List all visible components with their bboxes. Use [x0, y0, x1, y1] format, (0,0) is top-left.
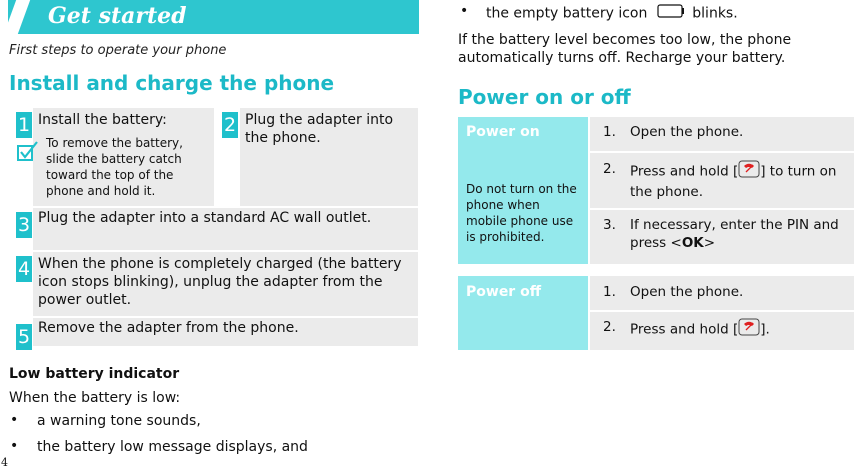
battery-bullet-text: the empty battery icon — [486, 5, 648, 22]
step-5-number: 5 — [17, 326, 31, 348]
power-off-title: Power off — [466, 284, 542, 300]
power-on-step-3-text — [630, 216, 854, 252]
low-battery-bullet-1: a warning tone sounds, — [37, 413, 201, 429]
power-on-title: Power on — [466, 124, 540, 140]
power-heading: Power on or off — [458, 85, 631, 109]
step-2-text: Plug the adapter into the phone. — [245, 112, 394, 146]
low-battery-bullet-3 — [486, 3, 738, 24]
step-2-number: 2 — [223, 114, 237, 136]
page-subtitle: First steps to operate your phone — [9, 43, 227, 58]
end-key-icon — [738, 318, 760, 341]
power-off-step-2-num: 2. — [603, 319, 616, 335]
ok-key-label: OK — [681, 235, 704, 251]
low-battery-after: If the battery level becomes too low, the phone automatically turns off. Recharge your battery. — [458, 32, 792, 66]
power-on-note: Do not turn on the phone when mobile phone use is prohibited. — [466, 182, 577, 244]
low-battery-intro: When the battery is low: — [9, 390, 181, 406]
low-battery-bullet-2: the battery low message displays, and — [37, 439, 308, 455]
power-on-step-2-before: Press and hold [ — [630, 163, 739, 180]
step-4-text: When the phone is completely charged (the battery icon stops blinking), unplug the adapter from the power outlet. — [38, 256, 402, 308]
power-off-step-1-text: Open the phone. — [630, 284, 744, 300]
step-1-number: 1 — [17, 114, 31, 136]
end-key-icon — [738, 160, 760, 183]
install-heading: Install and charge the phone — [9, 71, 335, 95]
power-off-step-2-before: Press and hold [ — [630, 321, 739, 338]
power-off-step-1-num: 1. — [603, 284, 616, 300]
step-4-number: 4 — [17, 258, 31, 280]
bullet-dot: • — [460, 3, 469, 19]
battery-bullet-tail: blinks. — [692, 5, 738, 22]
bullet-dot: • — [10, 412, 19, 428]
power-on-step-3-end: > — [703, 235, 716, 251]
page-number: 4 — [1, 456, 8, 469]
step-3-text: Plug the adapter into a standard AC wall outlet. — [38, 210, 372, 226]
battery-empty-icon — [652, 3, 688, 24]
power-off-step-2-text — [630, 318, 770, 341]
step-5-text: Remove the adapter from the phone. — [38, 320, 299, 336]
step-3-number: 3 — [17, 214, 31, 236]
power-on-step-2-after: ] to turn on the phone. — [630, 163, 837, 200]
power-on-step-3-main: If necessary, enter the PIN and press < — [630, 217, 839, 251]
step-1-text: Install the battery: — [38, 112, 167, 128]
power-on-step-2-num: 2. — [603, 161, 616, 177]
power-on-step-3-num: 3. — [603, 217, 616, 233]
power-off-step-2-after: ]. — [760, 321, 770, 338]
low-battery-heading: Low battery indicator — [9, 366, 180, 382]
step-1-note: To remove the battery, slide the battery catch toward the top of the phone and hold it. — [46, 136, 183, 198]
checkmark-note-icon — [17, 140, 39, 162]
page-title: Get started — [48, 3, 187, 29]
power-on-step-1-text: Open the phone. — [630, 124, 744, 140]
power-on-step-1-num: 1. — [603, 124, 616, 140]
power-on-step-2-text — [630, 160, 854, 201]
bullet-dot: • — [10, 438, 19, 454]
